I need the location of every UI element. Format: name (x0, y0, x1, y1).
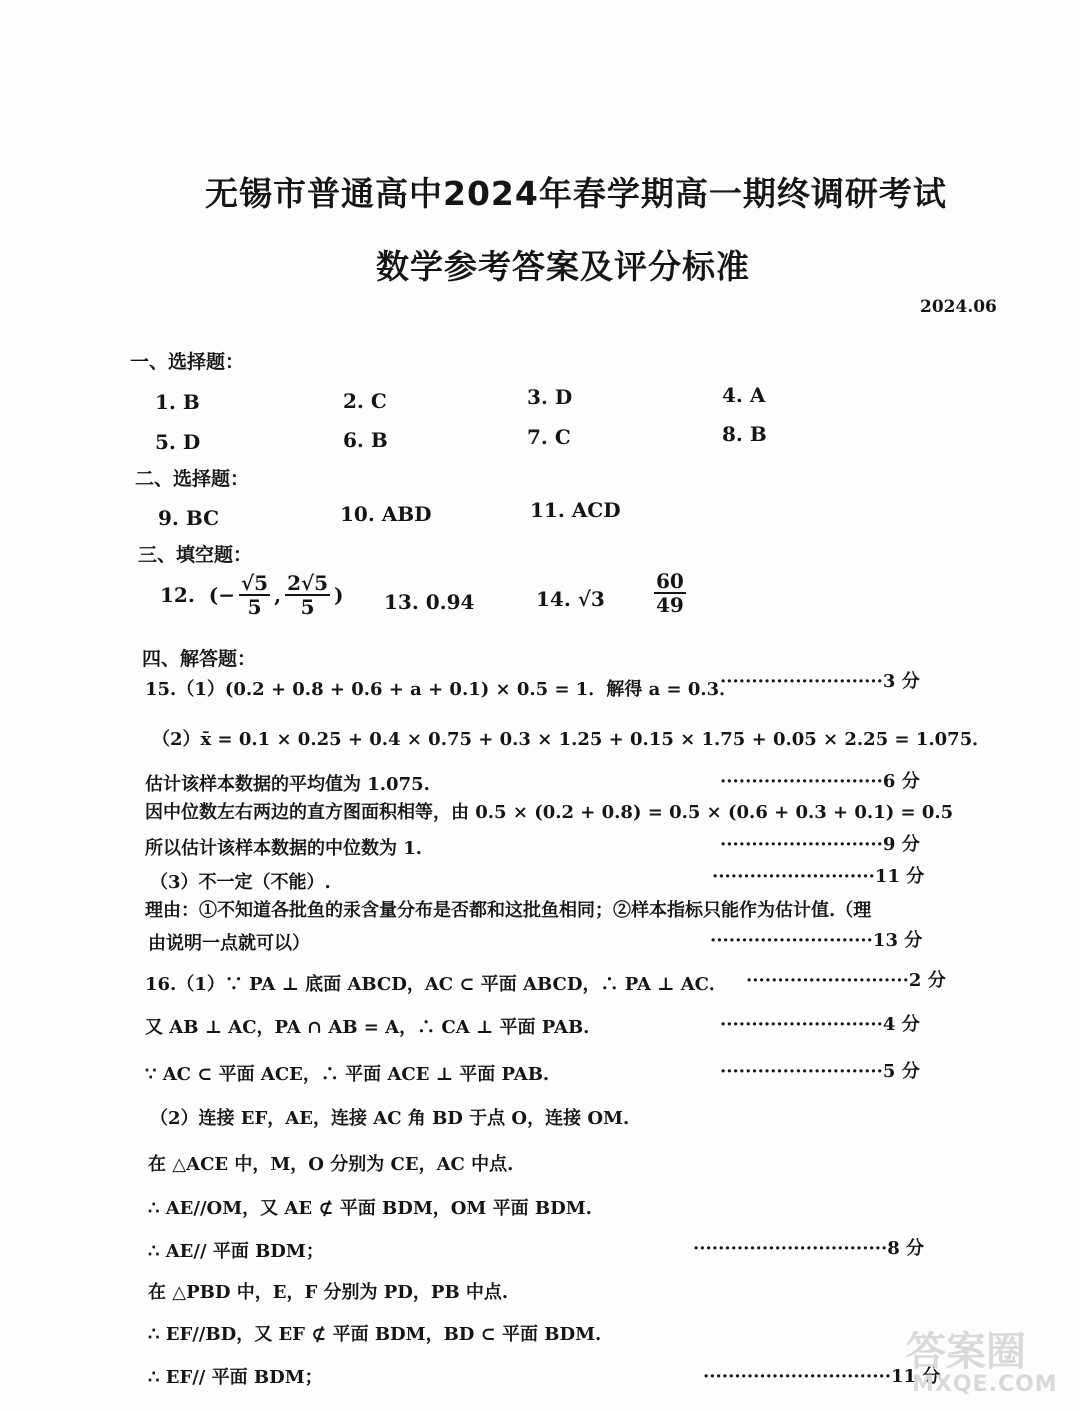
score-marker: ··························6 分 (720, 771, 920, 792)
score-marker: ·······························8 分 (693, 1238, 925, 1259)
fraction-numerator: 2√5 (287, 571, 329, 595)
section-heading-choice: 一、选择题： (130, 351, 245, 373)
score-marker: ······························11 分 (703, 1366, 941, 1387)
score-marker: ··························4 分 (720, 1014, 920, 1035)
section-heading-multi-choice: 二、选择题： (135, 468, 250, 490)
solution-line: （3）不一定（不能）. (150, 872, 331, 893)
answer-item: 5. D (155, 430, 201, 454)
fraction-1 (239, 572, 270, 618)
answer-item: 10. ABD (340, 502, 432, 526)
solution-line: 因中位数左右两边的直方图面积相等，由 0.5 × (0.2 + 0.8) = 0.5 × (0.6 + 0.3 + 0.1) = 0.5 (145, 802, 954, 823)
solution-line: 估计该样本数据的平均值为 1.075. (145, 774, 430, 795)
watermark-url: MXQE.COM (912, 1372, 1058, 1397)
answer-14: 14. √3 (536, 587, 605, 611)
score-marker: ··························11 分 (712, 866, 925, 887)
section-heading-solutions: 四、解答题： (142, 648, 257, 670)
score-marker: ··························3 分 (720, 671, 920, 692)
fraction-denominator: 5 (300, 595, 315, 619)
comma: , (274, 583, 282, 607)
answer-12-label: 12. (160, 583, 195, 607)
solution-line: （2）连接 EF，AE，连接 AC 角 BD 于点 O，连接 OM. (150, 1108, 630, 1129)
solution-line: 16.（1）∵ PA ⊥ 底面 ABCD，AC ⊂ 平面 ABCD，∴ PA ⊥ AC． (145, 974, 728, 995)
solution-line: ∴ AE// 平面 BDM； (148, 1241, 324, 1262)
solution-line: 由说明一点就可以） (148, 933, 310, 954)
fraction-denominator: 5 (247, 595, 262, 619)
fraction-numerator: 60 (656, 569, 684, 593)
answer-item: 8. B (722, 422, 767, 446)
answer-item: 7. C (527, 425, 571, 449)
document-subtitle: 数学参考答案及评分标准 (376, 247, 750, 286)
score-marker: ··························9 分 (720, 834, 920, 855)
answer-item: 2. C (343, 389, 387, 413)
fraction-2 (285, 572, 330, 618)
answer-item: 4. A (722, 383, 766, 407)
answer-item: 1. B (155, 390, 200, 414)
solution-line: 15.（1）(0.2 + 0.8 + 0.6 + a + 0.1) × 0.5 = 1．解得 a = 0.3． (145, 679, 738, 700)
solution-line: （2）x̄ = 0.1 × 0.25 + 0.4 × 0.75 + 0.3 × 1.25 + 0.15 × 1.75 + 0.05 × 2.25 = 1.075． (152, 729, 991, 750)
solution-line: 又 AB ⊥ AC，PA ∩ AB = A，∴ CA ⊥ 平面 PAB. (145, 1017, 590, 1038)
solution-line: ∴ AE//OM，又 AE ⊄ 平面 BDM，OM 平面 BDM. (148, 1198, 592, 1219)
paren-close: ) (334, 583, 344, 607)
score-marker: ··························2 分 (746, 970, 946, 991)
section-heading-fill-blank: 三、填空题： (138, 544, 253, 566)
solution-line: 在 △PBD 中，E，F 分别为 PD，PB 中点. (148, 1282, 509, 1303)
score-marker: ··························13 分 (710, 930, 923, 951)
fraction-denominator: 49 (656, 593, 684, 617)
solution-line: ∵ AC ⊂ 平面 ACE，∴ 平面 ACE ⊥ 平面 PAB. (145, 1064, 550, 1085)
document-date: 2024.06 (920, 297, 997, 317)
answer-item: 9. BC (158, 506, 220, 530)
solution-line: 在 △ACE 中，M，O 分别为 CE，AC 中点. (148, 1154, 514, 1175)
watermark-logo: 答案圈 (906, 1329, 1026, 1375)
answer-12 (160, 572, 344, 618)
solution-line: ∴ EF//BD，又 EF ⊄ 平面 BDM，BD ⊂ 平面 BDM. (148, 1324, 602, 1345)
document-title: 无锡市普通高中2024年春学期高一期终调研考试 (205, 174, 947, 213)
answer-item: 6. B (343, 428, 388, 452)
solution-line: 所以估计该样本数据的中位数为 1. (145, 838, 423, 859)
answer-13: 13. 0.94 (384, 590, 475, 614)
solution-line: ∴ EF// 平面 BDM； (148, 1367, 323, 1388)
answer-item: 11. ACD (530, 498, 621, 522)
answer-14-fraction (654, 570, 686, 616)
solution-line: 理由：①不知道各批鱼的汞含量分布是否都和这批鱼相同；②样本指标只能作为估计值.（理 (145, 900, 872, 921)
fraction-numerator: √5 (241, 571, 269, 595)
score-marker: ··························5 分 (720, 1061, 920, 1082)
answer-item: 3. D (527, 385, 573, 409)
paren-open: (− (208, 583, 236, 607)
